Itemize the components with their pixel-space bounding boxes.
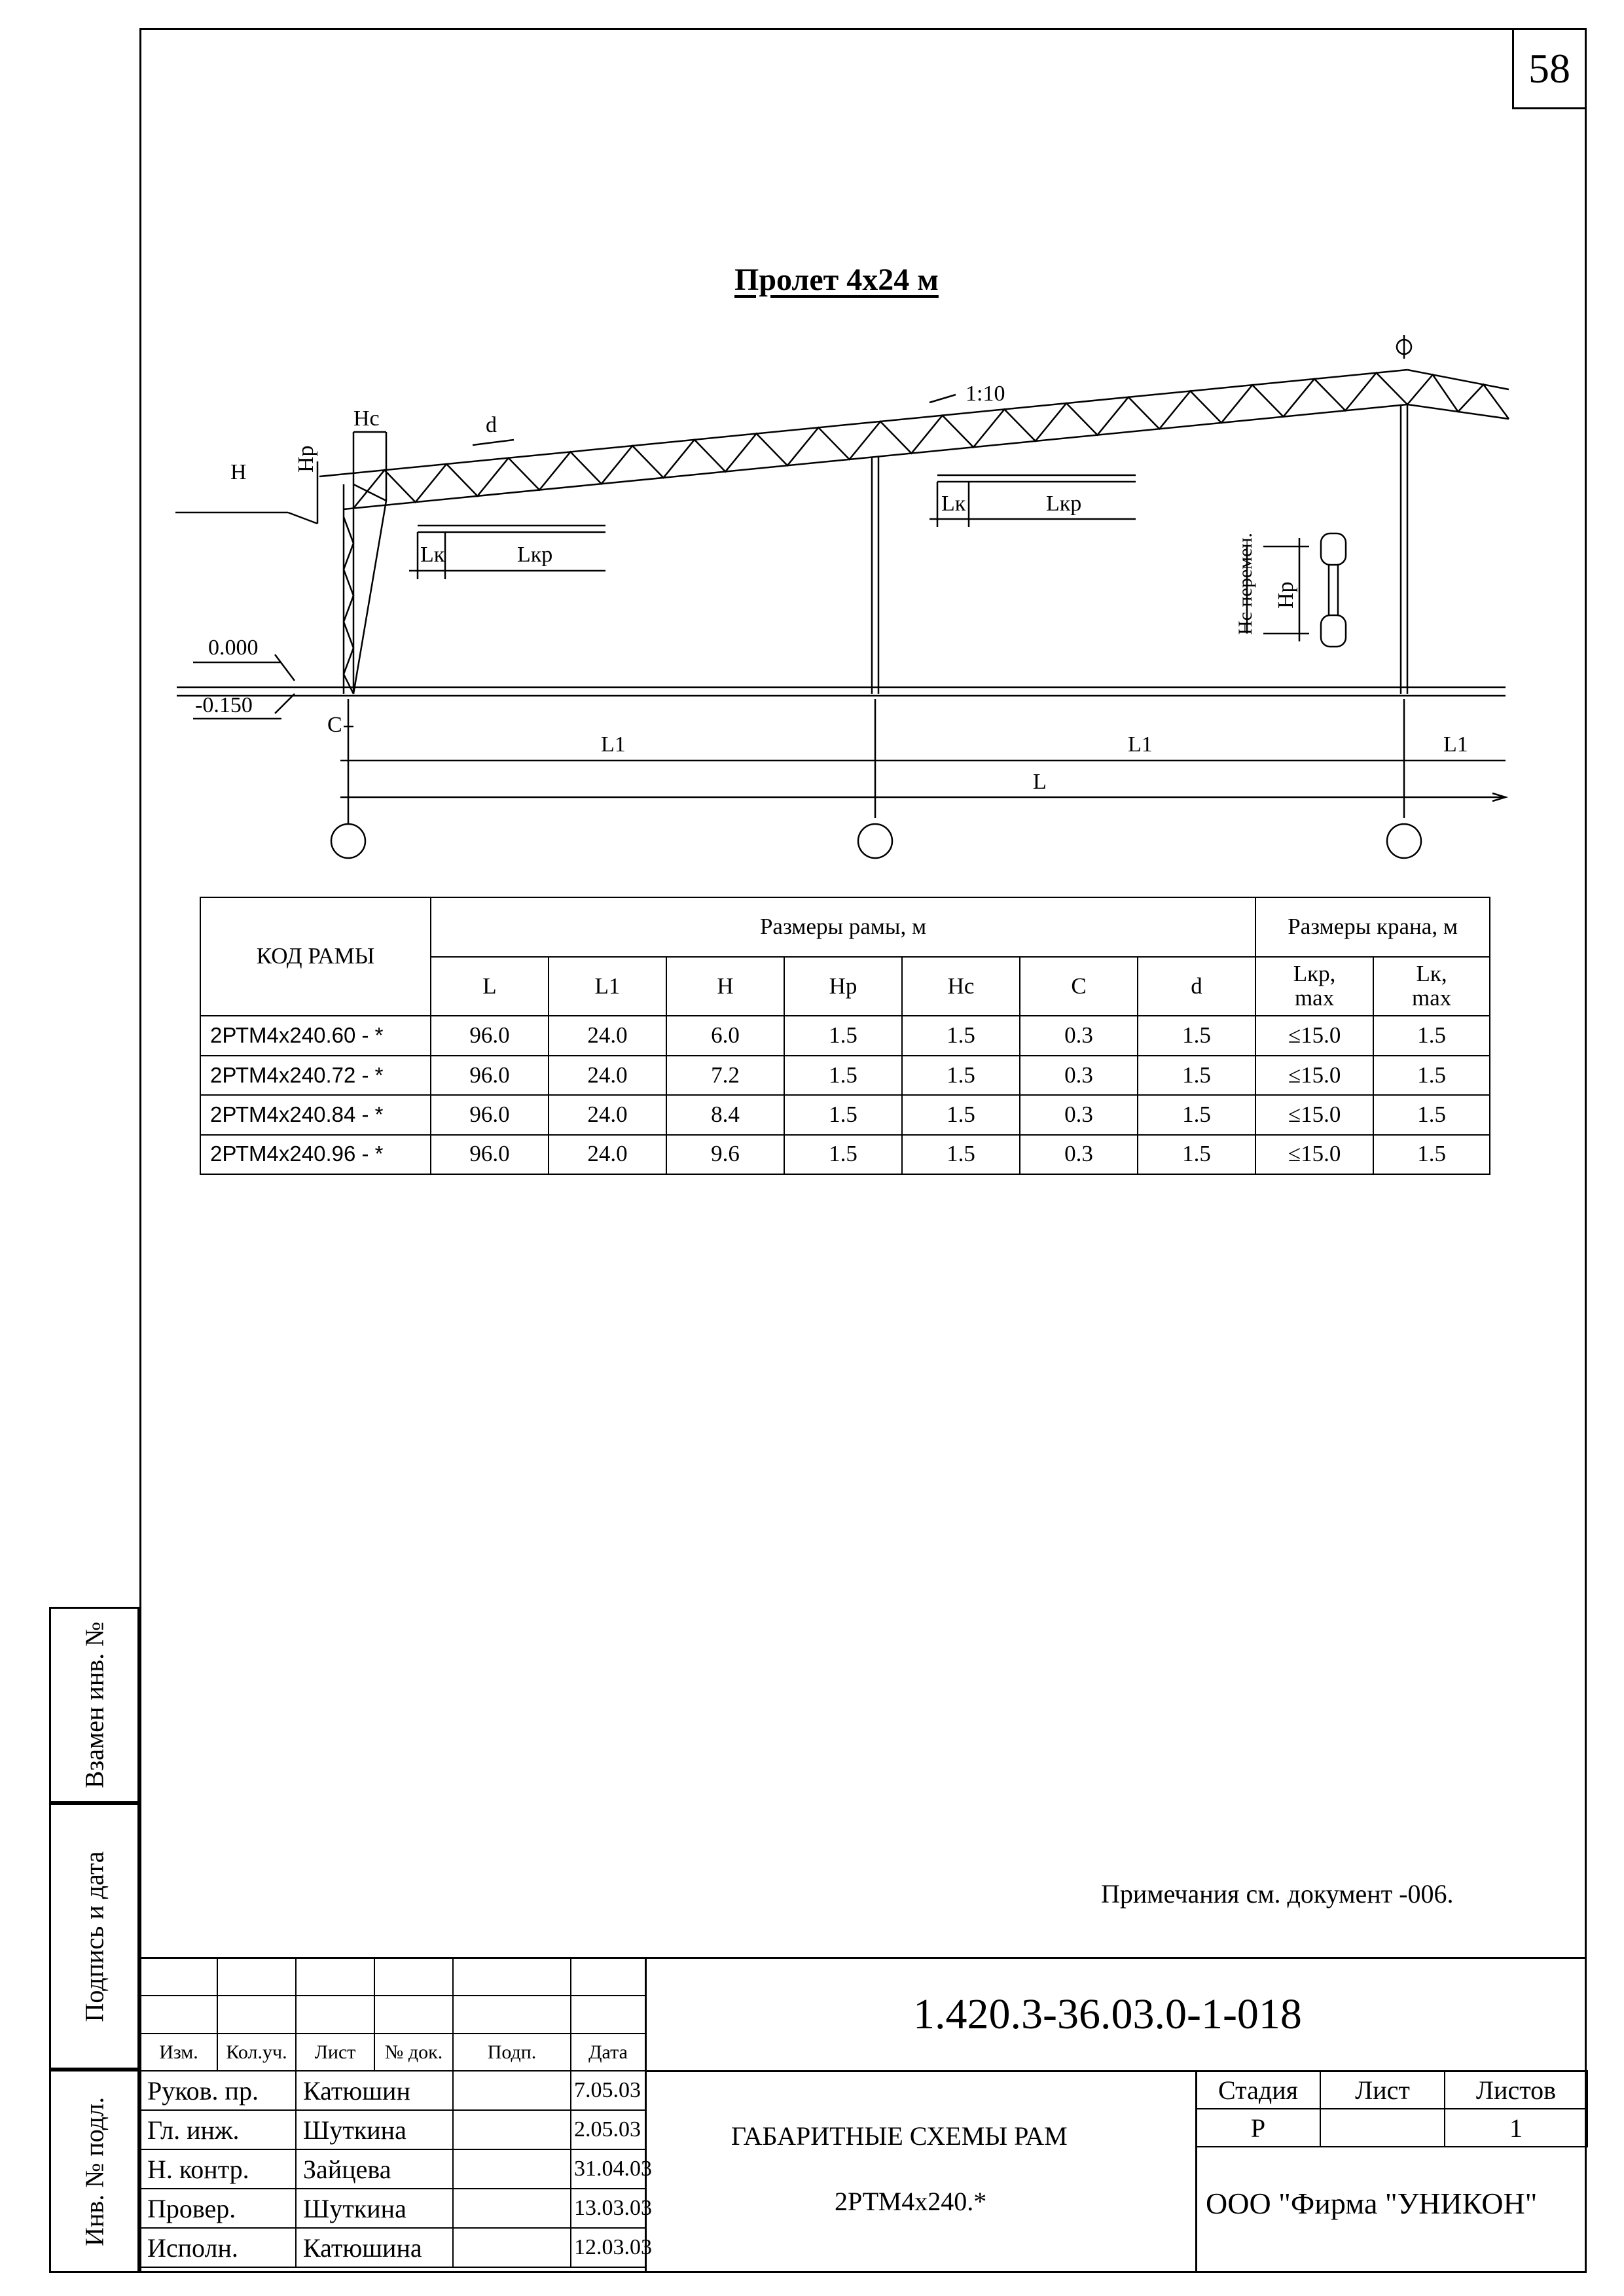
signer-name: Катюшин — [296, 2071, 453, 2110]
table-cell: 96.0 — [431, 1016, 549, 1055]
document-subname: 2РТМ4х240.* — [835, 2187, 987, 2216]
hdr-ndoc: № док. — [374, 2034, 453, 2071]
table-cell: 1.5 — [784, 1095, 902, 1134]
signer-role: Н. контр. — [140, 2149, 296, 2189]
table-cell: 8.4 — [666, 1095, 784, 1134]
signer-row — [140, 2071, 645, 2110]
table-cell: ≤15.0 — [1255, 1095, 1373, 1134]
header-code: КОД РАМЫ — [200, 897, 431, 1016]
table-row — [200, 1056, 1490, 1095]
table-cell: 1.5 — [1138, 1135, 1255, 1174]
signer-signature — [453, 2189, 571, 2228]
col-L1: L1 — [549, 957, 666, 1016]
hdr-list: Лист — [296, 2034, 374, 2071]
document-name: ГАБАРИТНЫЕ СХЕМЫ РАМ — [731, 2121, 1068, 2151]
side-replace-label: Взамен инв. № — [79, 1621, 109, 1789]
table-cell: 24.0 — [549, 1056, 666, 1095]
notes-reference: Примечания см. документ -006. — [1101, 1879, 1454, 1909]
col-C: C — [1020, 957, 1138, 1016]
side-inv-label: Инв. № подл. — [79, 2096, 109, 2246]
table-cell: ≤15.0 — [1255, 1135, 1373, 1174]
table-cell: 1.5 — [902, 1016, 1020, 1055]
table-cell: 1.5 — [1373, 1095, 1490, 1134]
label-Lkr-left: Lкр — [517, 543, 553, 567]
stage-value: Р — [1196, 2109, 1320, 2147]
table-cell: 1.5 — [1138, 1056, 1255, 1095]
signer-date: 31.04.03 — [571, 2149, 645, 2189]
document-code: 1.420.3-36.03.0-1-018 — [913, 1990, 1302, 2038]
label-L1-second: L1 — [1128, 732, 1153, 757]
frame-scheme-diagram — [0, 0, 1624, 890]
signer-signature — [453, 2149, 571, 2189]
table-cell: 24.0 — [549, 1095, 666, 1134]
signer-date: 13.03.03 — [571, 2189, 645, 2228]
frame-code-cell: 2РТМ4х240.96 - * — [200, 1135, 431, 1174]
revision-table — [139, 1957, 646, 2072]
col-Lkr: Lкр, max — [1255, 957, 1373, 1016]
signer-role: Исполн. — [140, 2228, 296, 2267]
side-sign-label: Подпись и дата — [79, 1850, 109, 2022]
col-Hc: Hc — [902, 957, 1020, 1016]
label-L1-first: L1 — [601, 732, 626, 757]
side-inv-box — [49, 2070, 139, 2273]
label-H: H — [230, 460, 247, 484]
label-level-minus: -0.150 — [195, 693, 253, 717]
organization-name: ООО "Фирма "УНИКОН" — [1206, 2187, 1538, 2220]
table-cell: 9.6 — [666, 1135, 784, 1174]
signer-name: Зайцева — [296, 2149, 453, 2189]
table-cell: 1.5 — [1373, 1056, 1490, 1095]
label-Hp: Hp — [294, 445, 318, 473]
sheet-value — [1320, 2109, 1445, 2147]
header-frame-dims: Размеры рамы, м — [431, 897, 1255, 957]
table-cell: 1.5 — [902, 1056, 1020, 1095]
hdr-izm: Изм. — [140, 2034, 217, 2071]
sheet-label: Лист — [1320, 2071, 1445, 2109]
stage-label: Стадия — [1196, 2071, 1320, 2109]
table-row — [200, 1095, 1490, 1134]
label-Hc: Hc — [353, 406, 380, 431]
drawing-title: Пролет 4х24 м — [734, 262, 939, 297]
hdr-podp: Подп. — [453, 2034, 571, 2071]
signer-row — [140, 2189, 645, 2228]
hdr-kolvo: Кол.уч. — [217, 2034, 296, 2071]
table-cell: 1.5 — [902, 1095, 1020, 1134]
table-cell: 1.5 — [784, 1016, 902, 1055]
signer-name: Шуткина — [296, 2110, 453, 2149]
table-cell: 96.0 — [431, 1135, 549, 1174]
frame-dimensions-table — [200, 897, 1490, 1175]
table-cell: 0.3 — [1020, 1016, 1138, 1055]
table-cell: 1.5 — [784, 1056, 902, 1095]
signer-date: 7.05.03 — [571, 2071, 645, 2110]
table-cell: 1.5 — [1138, 1016, 1255, 1055]
label-hp-crane: Hp — [1274, 581, 1298, 609]
table-cell: 96.0 — [431, 1056, 549, 1095]
label-d: d — [486, 413, 497, 437]
signer-date: 12.03.03 — [571, 2228, 645, 2267]
hdr-data: Дата — [571, 2034, 645, 2071]
table-cell: 1.5 — [784, 1135, 902, 1174]
stage-table — [1195, 2070, 1588, 2147]
side-sign-box — [49, 1803, 139, 2070]
label-slope: 1:10 — [965, 382, 1005, 406]
signer-role: Руков. пр. — [140, 2071, 296, 2110]
signer-date: 2.05.03 — [571, 2110, 645, 2149]
signer-row — [140, 2149, 645, 2189]
col-d: d — [1138, 957, 1255, 1016]
label-L1-third: L1 — [1443, 732, 1468, 757]
table-cell: 24.0 — [549, 1016, 666, 1055]
signer-name: Шуткина — [296, 2189, 453, 2228]
table-cell: 6.0 — [666, 1016, 784, 1055]
table-cell: 96.0 — [431, 1095, 549, 1134]
table-row — [200, 1135, 1490, 1174]
table-cell: 0.3 — [1020, 1095, 1138, 1134]
label-Lk-left: Lк — [420, 543, 445, 567]
sheets-label: Листов — [1445, 2071, 1587, 2109]
table-cell: 24.0 — [549, 1135, 666, 1174]
table-cell: 7.2 — [666, 1056, 784, 1095]
label-Lkr-right: Lкр — [1046, 492, 1082, 516]
sheets-value: 1 — [1445, 2109, 1587, 2147]
table-cell: 1.5 — [1373, 1135, 1490, 1174]
col-H: H — [666, 957, 784, 1016]
frame-code-cell: 2РТМ4х240.84 - * — [200, 1095, 431, 1134]
signer-role: Провер. — [140, 2189, 296, 2228]
signer-signature — [453, 2110, 571, 2149]
label-L: L — [1033, 770, 1047, 794]
label-level-zero: 0.000 — [208, 636, 259, 660]
signers-table — [139, 2070, 652, 2268]
table-cell: ≤15.0 — [1255, 1016, 1373, 1055]
table-cell: 0.3 — [1020, 1056, 1138, 1095]
signer-name: Катюшина — [296, 2228, 453, 2267]
table-cell: 0.3 — [1020, 1135, 1138, 1174]
page-number: 58 — [1512, 28, 1587, 109]
col-Lk: Lк, max — [1373, 957, 1490, 1016]
signer-row — [140, 2228, 645, 2267]
label-Lk-right: Lк — [941, 492, 966, 516]
col-L: L — [431, 957, 549, 1016]
table-cell: 1.5 — [1138, 1095, 1255, 1134]
table-cell: 1.5 — [1373, 1016, 1490, 1055]
frame-code-cell: 2РТМ4х240.60 - * — [200, 1016, 431, 1055]
table-row — [200, 1016, 1490, 1055]
frame-code-cell: 2РТМ4х240.72 - * — [200, 1056, 431, 1095]
signer-signature — [453, 2228, 571, 2267]
table-cell: ≤15.0 — [1255, 1056, 1373, 1095]
signer-row — [140, 2110, 645, 2149]
side-replace-box — [49, 1607, 139, 1803]
signer-signature — [453, 2071, 571, 2110]
label-hc-variable: Hc перемен. — [1235, 532, 1256, 635]
table-cell: 1.5 — [902, 1135, 1020, 1174]
signer-role: Гл. инж. — [140, 2110, 296, 2149]
col-Hp: Hp — [784, 957, 902, 1016]
label-C: C — [327, 713, 342, 737]
header-crane-dims: Размеры крана, м — [1255, 897, 1490, 957]
